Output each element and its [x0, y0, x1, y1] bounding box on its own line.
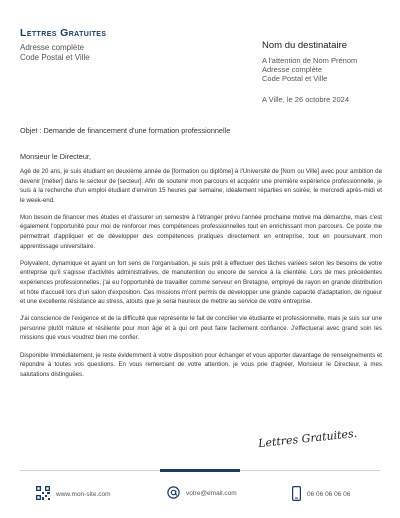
letter-subject: Objet : Demande de financement d'une formation professionnelle — [20, 126, 231, 135]
letter-body — [20, 167, 382, 387]
body-paragraph: J'ai conscience de l'exigence et de la difficulté que représente le fait de concilier vie étudiante et professionnelle, mais je suis sur une personne plutôt mâture et résiliente pour mon âge et à qui ont peut faire facilement confiance. J'effectuerai avec grand soin les missions que vous voudrez bien me confier. — [20, 315, 382, 342]
footer-email[interactable] — [167, 486, 237, 501]
at-sign-icon — [167, 486, 180, 501]
recipient-attention: A l'attention de Nom Prénom — [262, 56, 358, 65]
recipient-name: Nom du destinataire — [262, 40, 348, 51]
sender-address: Adresse complète — [20, 43, 85, 52]
recipient-address-block — [262, 56, 357, 83]
footer-accent-bar — [160, 469, 240, 472]
phone-icon — [292, 486, 301, 503]
letter-salutation: Monsieur le Directeur, — [20, 152, 91, 161]
phone-text: 06 06 06 06 06 — [307, 491, 351, 498]
body-paragraph: Mon besoin de financer mes études et d'assurer un semestre à l'étranger prévu l'année prochaine motive ma démarche, mais c'est également l'opportunité pour moi de renforcer mes compétences professionnelles tout en enrichissant mon parcours. Ce poste me permettrait d'appliquer et de développer des compétences pratiques directement en entreprise, tout en poursuivant mon apprentissage universitaire. — [20, 213, 382, 250]
footer-phone[interactable] — [292, 486, 350, 503]
footer-website[interactable] — [36, 486, 111, 502]
body-paragraph: Agé de 20 ans, je suis étudiant en deuxième année de [formation ou diplôme] à l'Université de [Nom ou Ville] avec pour ambition de devenir [métier] dans le secteur de [secteur]. Afin de soutenir mon parcours et acquérir une première expérience professionnelle, je suis à la recherche d'un emploi étudiant d'environ 15 heures par semaine, idéalement réparties en soirée, le mercredi après-midi et le week-end. — [20, 168, 382, 204]
recipient-address: Adresse complète — [262, 65, 323, 74]
recipient-postal: Code Postal et Ville — [262, 74, 328, 83]
body-paragraph: Polyvalent, dynamique et ayant un fort sens de l'organisation, je suis prêt à effectuer des tâches variées selon les besoins de votre entreprise qu'il s'agisse d'activités administratives, de manutention ou encore de service à la clientèle. Lors de mes précédentes expériences professionnelles, j'ai eu l'opportunité de travailler comme serveur en Bretagne, employé de rayon en grande distribution et hôte d'accueil lors d'un salon d'exposition. Ces missions m'ont permis de développer une grande capacité d'adaptation, de rigueur et une excellente résistance au stress, atouts que je serai heureux de mettre au service de votre entreprise. — [20, 259, 382, 306]
email-text: votre@email.com — [186, 490, 237, 497]
body-paragraph: Disponible immédiatement, je reste évidemment à votre disposition pour échanger et vous apporter davantage de renseignements et répondre à toutes vos questions. En vous remerciant de votre attention, je vous prie d'agréer, Monsieur le Directeur, à mes salutations distinguées. — [20, 351, 382, 378]
letter-date: A Ville, le 26 octobre 2024 — [262, 95, 350, 104]
website-text: www.mon-site.com — [56, 490, 111, 498]
sender-address-block — [20, 43, 90, 63]
qr-code-icon — [36, 486, 50, 502]
brand-title: Lettres Gratuites — [20, 27, 107, 39]
sender-postal: Code Postal et Ville — [20, 53, 90, 62]
signature: Lettres Gratuites. — [257, 426, 358, 451]
